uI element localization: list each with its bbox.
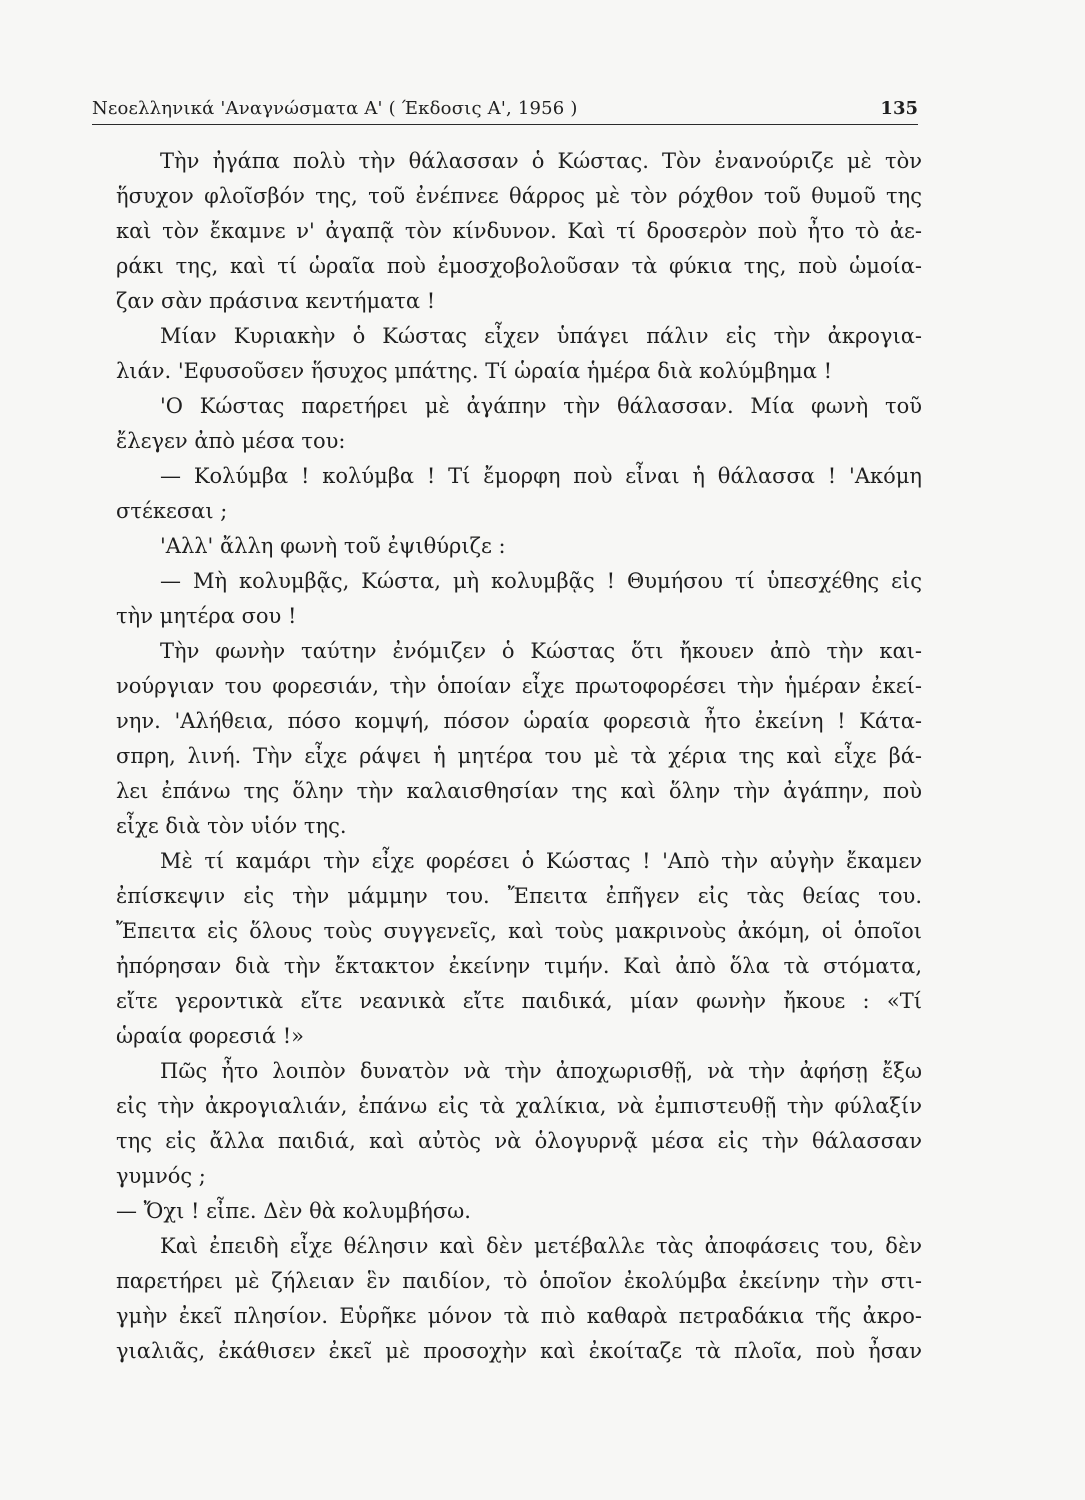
text-line: ζαν σὰν πράσινα κεντήματα ! [116,289,436,313]
text-line: ἔλεγεν ἀπὸ μέσα του: [116,429,346,453]
text-line: γιαλιᾶς, ἐκάθισεν ἐκεῖ μὲ προσοχὴν καὶ ἐκοίταζε τὰ πλοῖα, ποὺ ἦσαν [116,1339,922,1363]
text-line: — Μὴ κολυμβᾷς, Κώστα, μὴ κολυμβᾷς ! Θυμήσου τί ὑπεσχέθης εἰς [160,569,922,593]
text-line: — Ὄχι ! εἶπε. Δὲν θὰ κολυμβήσω. [116,1199,471,1223]
text-line: 'Ο Κώστας παρετήρει μὲ ἀγάπην τὴν θάλασσαν. Μία φωνὴ τοῦ [160,394,922,418]
text-line: γυμνός ; [116,1164,206,1188]
text-line: ράκι της, καὶ τί ὡραῖα ποὺ ἐμοσχοβολοῦσαν τὰ φύκια της, ποὺ ὡμοία- [116,254,922,278]
text-line: Καὶ ἐπειδὴ εἶχε θέλησιν καὶ δὲν μετέβαλλε τὰς ἀποφάσεις του, δὲν [160,1234,922,1258]
text-line: Τὴν ἠγάπα πολὺ τὴν θάλασσαν ὁ Κώστας. Τὸν ἐνανούριζε μὲ τὸν [160,149,922,173]
text-line: — Κολύμβα ! κολύμβα ! Τί ἔμορφη ποὺ εἶναι ἡ θάλασσα ! 'Ακόμη [160,464,922,488]
running-title: Νεοελληνικά 'Αναγνώσματα Α' ( Έκδοσις Α', 1956 ) [92,98,578,119]
text-line: 'Αλλ' ἄλλη φωνὴ τοῦ ἐψιθύριζε : [160,534,506,558]
text-line: της εἰς ἄλλα παιδιά, καὶ αὐτὸς νὰ ὁλογυρνᾷ μέσα εἰς τὴν θάλασσαν [116,1129,922,1153]
page-number: 135 [880,98,918,119]
text-line: γμὴν ἐκεῖ πλησίον. Εὑρῆκε μόνον τὰ πιὸ καθαρὰ πετραδάκια τῆς ἀκρο- [116,1304,922,1328]
text-line: καὶ τὸν ἔκαμνε ν' ἀγαπᾷ τὸν κίνδυνον. Καὶ τί δροσερὸν ποὺ ἦτο τὸ ἀε- [116,219,922,243]
text-line: εἴτε γεροντικὰ εἴτε νεανικὰ εἴτε παιδικά, μίαν φωνὴν ἤκουε : «Τί [116,989,922,1013]
text-line: εἰς τὴν ἀκρογιαλιάν, ἐπάνω εἰς τὰ χαλίκια, νὰ ἐμπιστευθῇ τὴν φύλαξίν [116,1094,922,1118]
text-line: Μίαν Κυριακὴν ὁ Κώστας εἶχεν ὑπάγει πάλιν εἰς τὴν ἀκρογια- [160,324,922,348]
text-line: τὴν μητέρα σου ! [116,604,297,628]
text-line: εἶχε διὰ τὸν υἱόν της. [116,814,347,838]
text-line: Μὲ τί καμάρι τὴν εἶχε φορέσει ὁ Κώστας ! 'Απὸ τὴν αὐγὴν ἔκαμεν [160,849,922,873]
text-line: στέκεσαι ; [116,499,228,523]
text-line: λιάν. 'Εφυσοῦσεν ἥσυχος μπάτης. Τί ὡραία ἡμέρα διὰ κολύμβημα ! [116,359,833,383]
text-line: ὡραία φορεσιά !» [116,1024,305,1048]
text-line: ἐπίσκεψιν εἰς τὴν μάμμην του. Ἔπειτα ἐπῆγεν εἰς τὰς θείας του. [116,884,922,908]
text-line: νην. 'Αλήθεια, πόσο κομψή, πόσον ὡραία φορεσιὰ ἦτο ἐκείνη ! Κάτα- [116,709,922,733]
text-line: σπρη, λινή. Τὴν εἶχε ράψει ἡ μητέρα του μὲ τὰ χέρια της καὶ εἶχε βά- [116,744,922,768]
text-line: Πῶς ἦτο λοιπὸν δυνατὸν νὰ τὴν ἀποχωρισθῇ, νὰ τὴν ἀφήσῃ ἔξω [160,1059,922,1083]
text-line: Τὴν φωνὴν ταύτην ἐνόμιζεν ὁ Κώστας ὅτι ἤκουεν ἀπὸ τὴν και- [160,639,922,663]
text-line: νούργιαν του φορεσιάν, τὴν ὁποίαν εἶχε πρωτοφορέσει τὴν ἡμέραν ἐκεί- [116,674,922,698]
text-line: λει ἐπάνω της ὅλην τὴν καλαισθησίαν της καὶ ὅλην τὴν ἀγάπην, ποὺ [116,779,922,803]
header-rule [92,124,918,125]
text-line: ἠπόρησαν διὰ τὴν ἔκτακτον ἐκείνην τιμήν. Καὶ ἀπὸ ὅλα τὰ στόματα, [116,954,922,978]
text-line: ἥσυχον φλοῖσβόν της, τοῦ ἐνέπνεε θάρρος μὲ τὸν ρόχθον τοῦ θυμοῦ της [116,184,922,208]
text-line: Ἔπειτα εἰς ὅλους τοὺς συγγενεῖς, καὶ τοὺς μακρινοὺς ἀκόμη, οἱ ὁποῖοι [116,919,922,943]
running-header [92,98,918,122]
page-body [116,144,922,1369]
text-line: παρετήρει μὲ ζήλειαν ἓν παιδίον, τὸ ὁποῖον ἐκολύμβα ἐκείνην τὴν στι- [116,1269,922,1293]
